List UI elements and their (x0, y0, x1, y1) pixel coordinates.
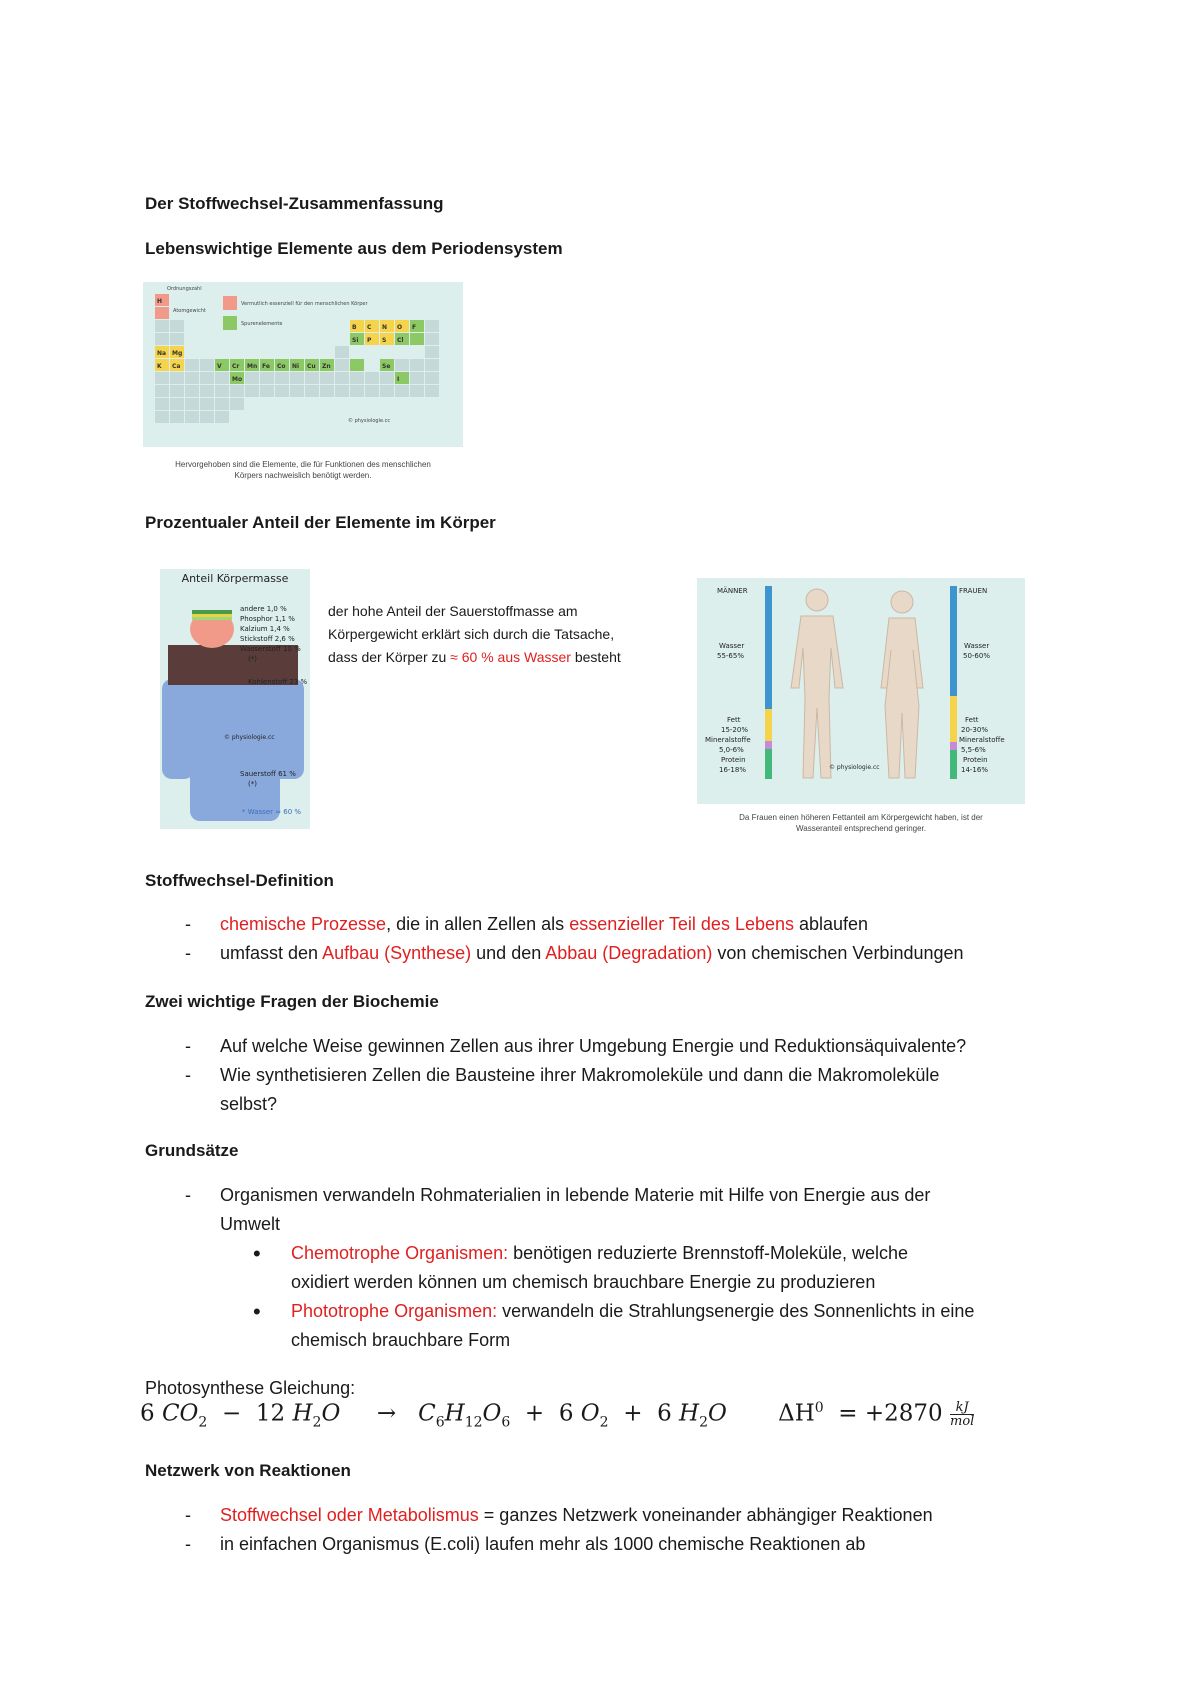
svg-text:Ca: Ca (172, 363, 181, 370)
svg-text:B: B (352, 324, 357, 331)
svg-text:Mineralstoffe: Mineralstoffe (959, 736, 1005, 744)
svg-text:H: H (157, 298, 163, 305)
svg-text:K: K (157, 363, 162, 370)
svg-text:Phosphor 1,1 %: Phosphor 1,1 % (240, 615, 295, 623)
svg-text:Mineralstoffe: Mineralstoffe (705, 736, 751, 744)
svg-text:Ni: Ni (292, 363, 300, 370)
principles-list (145, 1181, 1105, 1239)
gender-credit: © physiologie.cc (829, 764, 880, 771)
list-item: - chemische Prozesse, die in allen Zellen als essenzieller Teil des Lebens ablaufen (145, 910, 1105, 939)
svg-text:16-18%: 16-18% (719, 766, 746, 774)
document-title: Der Stoffwechsel-Zusammenfassung (145, 194, 444, 213)
svg-text:5,5-6%: 5,5-6% (961, 746, 986, 754)
definition-list (145, 910, 1105, 968)
svg-text:Fett: Fett (965, 716, 979, 724)
svg-text:V: V (217, 363, 222, 370)
svg-text:Na: Na (157, 350, 167, 357)
svg-text:Zn: Zn (322, 363, 331, 370)
photosynthesis-equation: 6 $CO_2 - 12$ $H_2O$ → $C_6H_{12}O_6 + 6$ $O_2 + 6$ $H_2O$ $\Delta H^0 = +2870$ $\frac{kJ}{\text{mol}}$ (140, 1400, 975, 1431)
water-percentage-highlight: ≈ 60 % aus Wasser (450, 649, 571, 665)
men-label: MÄNNER (717, 587, 748, 595)
svg-text:I: I (397, 376, 400, 383)
list-item: - in einfachen Organismus (E.coli) laufen mehr als 1000 chemische Reaktionen ab (145, 1530, 1105, 1559)
svg-text:Protein: Protein (963, 756, 988, 764)
svg-text:Fe: Fe (262, 363, 270, 370)
legend-essential: Vermutlich essenziell für den menschlichen Körper (241, 301, 368, 307)
svg-text:O: O (397, 324, 403, 331)
svg-text:* Wasser ≈ 60 %: * Wasser ≈ 60 % (242, 808, 302, 816)
svg-text:Kohlenstoff 23 %: Kohlenstoff 23 % (248, 678, 308, 686)
svg-text:C: C (367, 324, 372, 331)
svg-text:Kalzium 1,4 %: Kalzium 1,4 % (240, 625, 290, 633)
organisms-list (145, 1239, 1105, 1355)
svg-text:P: P (367, 337, 372, 344)
list-item: - Stoffwechsel oder Metabolismus = ganzes Netzwerk voneinander abhängiger Reaktionen (145, 1501, 1105, 1530)
body-mass-title: Anteil Körpermasse (181, 572, 289, 585)
enthalpy-unit: $\frac{kJ}{\text{mol}}$ (950, 1400, 975, 1430)
legend-atomic-number: Ordnungszahl (167, 286, 202, 292)
svg-text:15-20%: 15-20% (721, 726, 748, 734)
svg-text:(*): (*) (248, 780, 257, 788)
list-item: • Chemotrophe Organismen: benötigen reduzierte Brennstoff-Moleküle, welche oxidiert werden können um chemisch brauchbare Energie zu produzieren (145, 1239, 1105, 1297)
body-mass-graphic (160, 569, 310, 829)
list-item: - Organismen verwandeln Rohmaterialien in lebende Materie mit Hilfe von Energie aus der Umwelt (145, 1181, 1105, 1239)
heading-network: Netzwerk von Reaktionen (145, 1461, 351, 1480)
svg-text:Cu: Cu (307, 363, 316, 370)
svg-text:Mg: Mg (172, 350, 183, 357)
svg-text:14-16%: 14-16% (961, 766, 988, 774)
svg-text:Wasser: Wasser (719, 642, 745, 650)
svg-text:Cr: Cr (232, 363, 240, 370)
svg-text:© physiologie.cc: © physiologie.cc (224, 734, 275, 741)
svg-text:Mo: Mo (232, 376, 243, 383)
svg-text:50-60%: 50-60% (963, 652, 990, 660)
table-credit: © physiologie.cc (348, 418, 391, 424)
heading-elements: Lebenswichtige Elemente aus dem Periodensystem (145, 239, 563, 258)
svg-text:F: F (412, 324, 417, 331)
list-item: - Wie synthetisieren Zellen die Bausteine ihrer Makromoleküle und dann die Makromoleküle selbst? (145, 1061, 1105, 1119)
list-item: - umfasst den Aufbau (Synthese) und den Abbau (Degradation) von chemischen Verbindungen (145, 939, 1105, 968)
body-mass-figure (160, 569, 310, 829)
questions-list (145, 1032, 1105, 1119)
svg-text:55-65%: 55-65% (717, 652, 744, 660)
periodic-table-caption: Hervorgehoben sind die Elemente, die für Funktionen des menschlichen Körpers nachweislich benötigt werden. (175, 460, 431, 480)
svg-text:Co: Co (277, 363, 286, 370)
list-item: - Auf welche Weise gewinnen Zellen aus ihrer Umgebung Energie und Reduktionsäquivalente? (145, 1032, 1105, 1061)
svg-text:5,0-6%: 5,0-6% (719, 746, 744, 754)
oxygen-note: der hohe Anteil der Sauerstoffmasse am Körpergewicht erklärt sich durch die Tatsache, dass der Körper zu ≈ 60 % aus Wasser besteht (328, 603, 621, 665)
photosynthesis-label: Photosynthese Gleichung: (145, 1378, 356, 1398)
svg-text:Mn: Mn (247, 363, 258, 370)
svg-text:20-30%: 20-30% (961, 726, 988, 734)
legend-atomic-weight: Atomgewicht (173, 308, 206, 314)
svg-text:Wasserstoff 10 %: Wasserstoff 10 % (240, 645, 301, 653)
list-item: • Phototrophe Organismen: verwandeln die Strahlungsenergie des Sonnenlichts in eine chemisch brauchbare Form (145, 1297, 1105, 1355)
heading-questions: Zwei wichtige Fragen der Biochemie (145, 992, 439, 1011)
periodic-table-graphic (143, 282, 463, 447)
svg-text:Wasser: Wasser (964, 642, 990, 650)
svg-text:andere 1,0 %: andere 1,0 % (240, 605, 287, 613)
gender-composition-figure (697, 578, 1025, 804)
legend-trace: Spurenelemente (241, 321, 283, 327)
svg-text:Cl: Cl (397, 337, 404, 344)
svg-text:Si: Si (352, 337, 359, 344)
periodic-table-figure (143, 282, 463, 447)
heading-principles: Grundsätze (145, 1141, 239, 1160)
svg-text:Se: Se (382, 363, 391, 370)
svg-text:Protein: Protein (721, 756, 746, 764)
svg-text:Fett: Fett (727, 716, 741, 724)
svg-text:Stickstoff 2,6 %: Stickstoff 2,6 % (240, 635, 295, 643)
gender-composition-graphic (697, 578, 1025, 804)
network-list (145, 1501, 1105, 1559)
svg-text:(*): (*) (248, 655, 257, 663)
women-label: FRAUEN (959, 587, 988, 595)
heading-definition: Stoffwechsel-Definition (145, 871, 334, 890)
svg-text:Sauerstoff 61 %: Sauerstoff 61 % (240, 770, 296, 778)
heading-percent: Prozentualer Anteil der Elemente im Körper (145, 513, 496, 532)
svg-text:N: N (382, 324, 388, 331)
gender-caption: Da Frauen einen höheren Fettanteil am Körpergewicht haben, ist der Wasseranteil entsprechend geringer. (739, 813, 983, 833)
svg-text:S: S (382, 337, 387, 344)
